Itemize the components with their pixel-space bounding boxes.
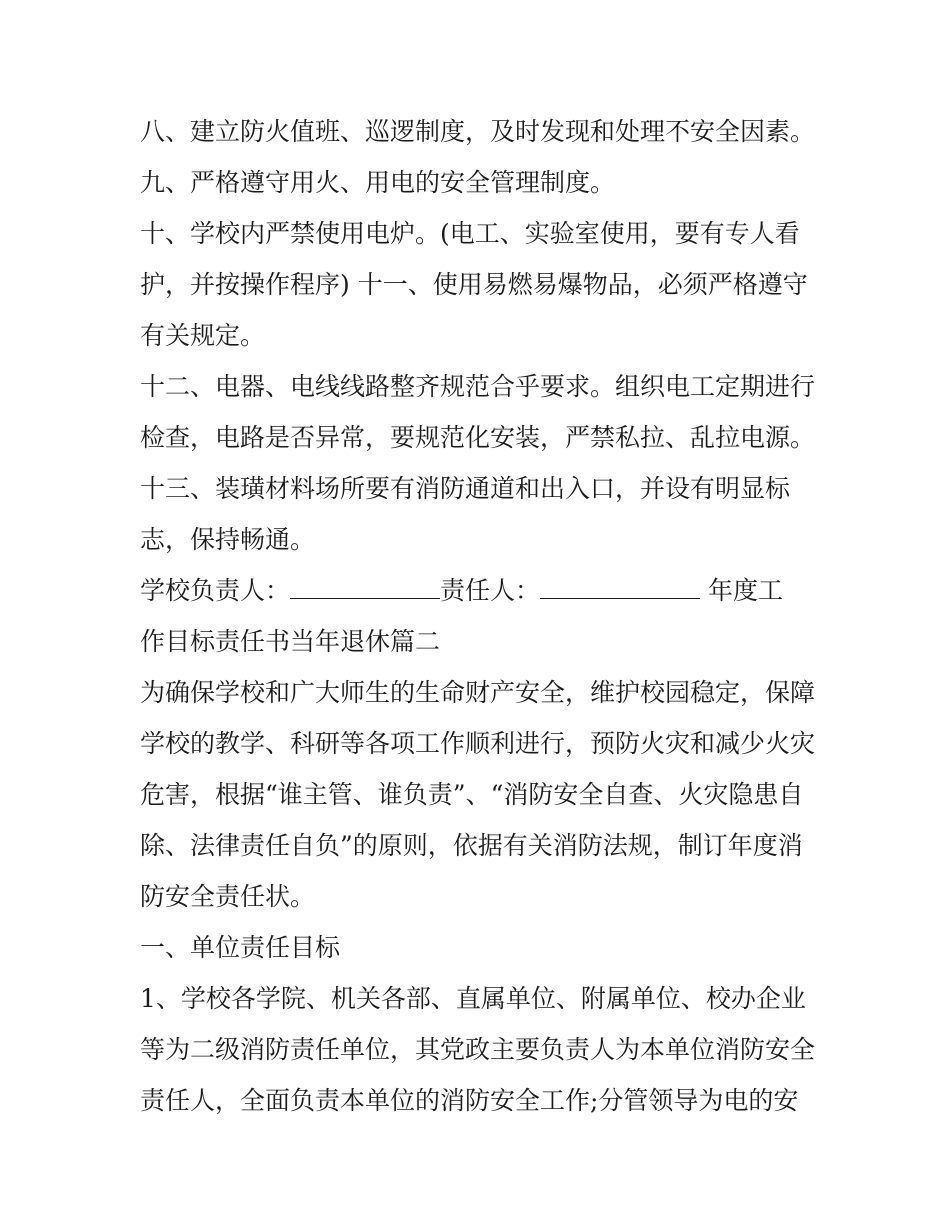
text-line: 检查，电路是否异常，要规范化安装，严禁私拉、乱拉电源。 bbox=[140, 423, 816, 452]
text-line: 十三、装璜材料场所要有消防通道和出入口，并设有明显标 bbox=[140, 474, 791, 503]
text-line: 护，并按操作程序) 十一、使用易燃易爆物品，必须严格遵守 bbox=[140, 270, 808, 299]
text-line: 1、学校各学院、机关各部、直属单位、附属单位、校办企业 bbox=[140, 984, 806, 1013]
text-line: 志，保持畅通。 bbox=[140, 525, 316, 554]
text-line: 防安全责任状。 bbox=[140, 882, 316, 911]
responsible-label: 责任人： bbox=[440, 576, 541, 605]
school-head-blank bbox=[290, 576, 440, 599]
text-line: 学校的教学、科研等各项工作顺利进行，预防火灾和减少火灾 bbox=[140, 729, 816, 758]
text-line: 十、学校内严禁使用电炉。(电工、实验室使用，要有专人看 bbox=[140, 219, 800, 248]
text-line: 为确保学校和广大师生的生命财产安全，维护校园稳定，保障 bbox=[140, 678, 816, 707]
text-line: 有关规定。 bbox=[140, 321, 266, 350]
document-body bbox=[140, 106, 830, 1126]
text-line: 九、严格遵守用火、用电的安全管理制度。 bbox=[140, 168, 616, 197]
section-heading: 一、单位责任目标 bbox=[140, 933, 341, 962]
signature-trailing-text: 年度工 bbox=[700, 576, 783, 605]
text-line: 危害，根据“谁主管、谁负责”、“消防安全自查、火灾隐患自 bbox=[140, 780, 804, 809]
signature-line bbox=[140, 565, 830, 616]
text-line: 十二、电器、电线线路整齐规范合乎要求。组织电工定期进行 bbox=[140, 372, 816, 401]
text-line: 八、建立防火值班、巡逻制度，及时发现和处理不安全因素。 bbox=[140, 117, 816, 146]
text-line: 责任人，全面负责本单位的消防安全工作;分管领导为电的安 bbox=[140, 1086, 799, 1115]
text-line: 除、法律责任自负”的原则，依据有关消防法规，制订年度消 bbox=[140, 831, 803, 860]
responsible-blank bbox=[540, 576, 700, 599]
text-line: 等为二级消防责任单位，其党政主要负责人为本单位消防安全 bbox=[140, 1035, 816, 1064]
school-head-label: 学校负责人： bbox=[140, 576, 291, 605]
text-line: 作目标责任书当年退休篇二 bbox=[140, 627, 441, 656]
